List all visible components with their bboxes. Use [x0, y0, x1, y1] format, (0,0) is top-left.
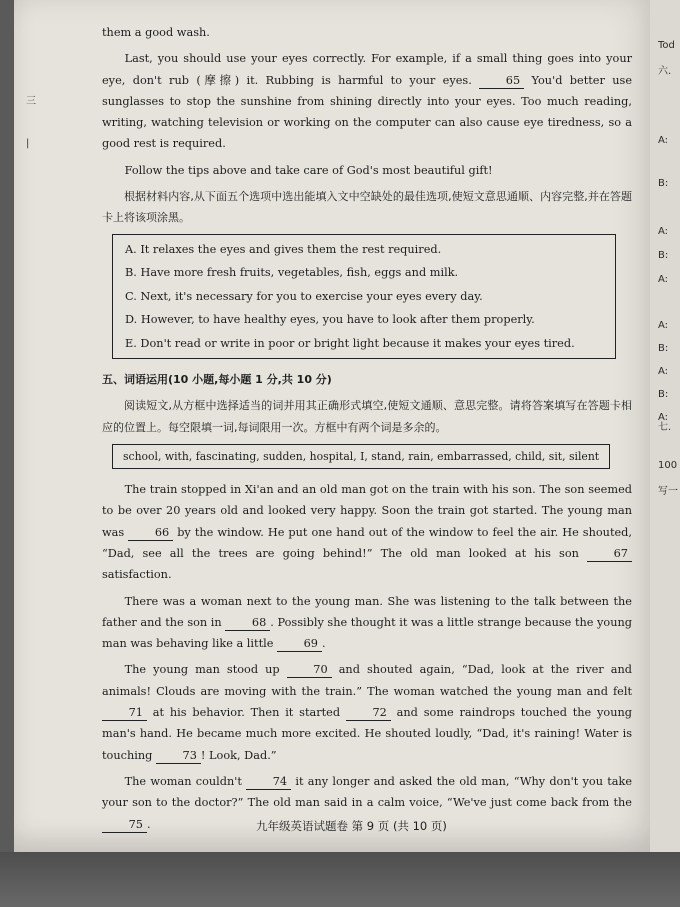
- options-box: [112, 234, 616, 360]
- margin-mark: |: [26, 138, 30, 149]
- option-b: B. Have more fresh fruits, vegetables, fish, eggs and milk.: [125, 266, 459, 280]
- passage-final: Follow the tips above and take care of God's most beautiful gift!: [124, 163, 493, 177]
- word-box: school, with, fascinating, sudden, hospital, I, stand, rain, embarrassed, child, sit, silent: [112, 444, 610, 469]
- page-content: [102, 22, 632, 840]
- option-e: E. Don't read or write in poor or bright light because it makes your eyes tired.: [125, 336, 575, 350]
- option-d: D. However, to have healthy eyes, you have to look after them properly.: [125, 313, 535, 327]
- option-c: C. Next, it's necessary for you to exercise your eyes every day.: [125, 289, 483, 303]
- blank-69: 69: [277, 636, 322, 652]
- blank-73: 73: [156, 748, 201, 764]
- desk-background: [0, 852, 680, 907]
- exam-page: [14, 0, 654, 852]
- option-a: A. It relaxes the eyes and gives them the rest required.: [125, 242, 442, 256]
- section-title: 五、词语运用(10 小题,每小题 1 分,共 10 分): [102, 373, 332, 387]
- margin-mark: 三: [26, 96, 36, 107]
- blank-67: 67: [587, 546, 632, 562]
- blank-75: 75: [102, 817, 147, 833]
- blank-74: 74: [246, 774, 291, 790]
- blank-70: 70: [287, 662, 332, 678]
- passage-paragraph: Last, you should use your eyes correctly. For example, if a small thing goes into your eye, don't rub (摩擦) it. Rubbing is harmful to your eyes. 65 You'd better use sunglasses to stop the sunshine from shining directly into your eyes. Too much reading, writing, watching television or working on the computer can also cause eye tiredness, so a good rest is required.: [102, 52, 633, 151]
- instructions: 根据材料内容,从下面五个选项中选出能填入文中空缺处的最佳选项,使短文意思通顺、内容完整,并在答题卡上将该项涂黑。: [102, 190, 632, 225]
- story-paragraph: The young man stood up 70 and shouted again, “Dad, look at the river and animals! Clouds are moving with the train.” The woman watched the young man and felt 71 at his behavior. Then it started 72 and some raindrops touched the young man's hand. He became much more excited. He shouted loudly, “Dad, it's raining! Water is touching 73 ! Look, Dad.”: [102, 663, 633, 762]
- blank-65: 65: [479, 73, 524, 89]
- story-paragraph: There was a woman next to the young man. She was listening to the talk between the father and the son in 68 . Possibly she thought it was a little strange because the young man was behaving like a little 69 .: [102, 594, 633, 651]
- section-instructions: 阅读短文,从方框中选择适当的词并用其正确形式填空,使短文通顺、意思完整。请将答案填写在答题卡相应的位置上。每空限填一词,每词限用一次。方框中有两个词是多余的。: [102, 399, 632, 434]
- next-page-edge: Tod 六. A: B: A: B: A: A: B: A: B: A: 七. 100 写一: [650, 0, 680, 907]
- blank-68: 68: [225, 615, 270, 631]
- passage-line: them a good wash.: [102, 26, 210, 39]
- blank-72: 72: [346, 705, 391, 721]
- blank-71: 71: [102, 705, 147, 721]
- blank-66: 66: [128, 525, 173, 541]
- story-paragraph: The train stopped in Xi'an and an old man got on the train with his son. The son seemed to be over 20 years old and looked very happy. Soon the train got started. The young man was 66 by the window. He put one hand out of the window to feel the air. He shouted, “Dad, see all the trees are going behind!” The old man looked at his son 67 satisfaction.: [102, 483, 633, 582]
- story-paragraph: The woman couldn't 74 it any longer and asked the old man, “Why don't you take your son to the doctor?” The old man said in a calm voice, “We've just come back from the 75 .: [102, 774, 633, 831]
- page-footer: 九年级英语试题卷 第 9 页 (共 10 页): [256, 819, 447, 833]
